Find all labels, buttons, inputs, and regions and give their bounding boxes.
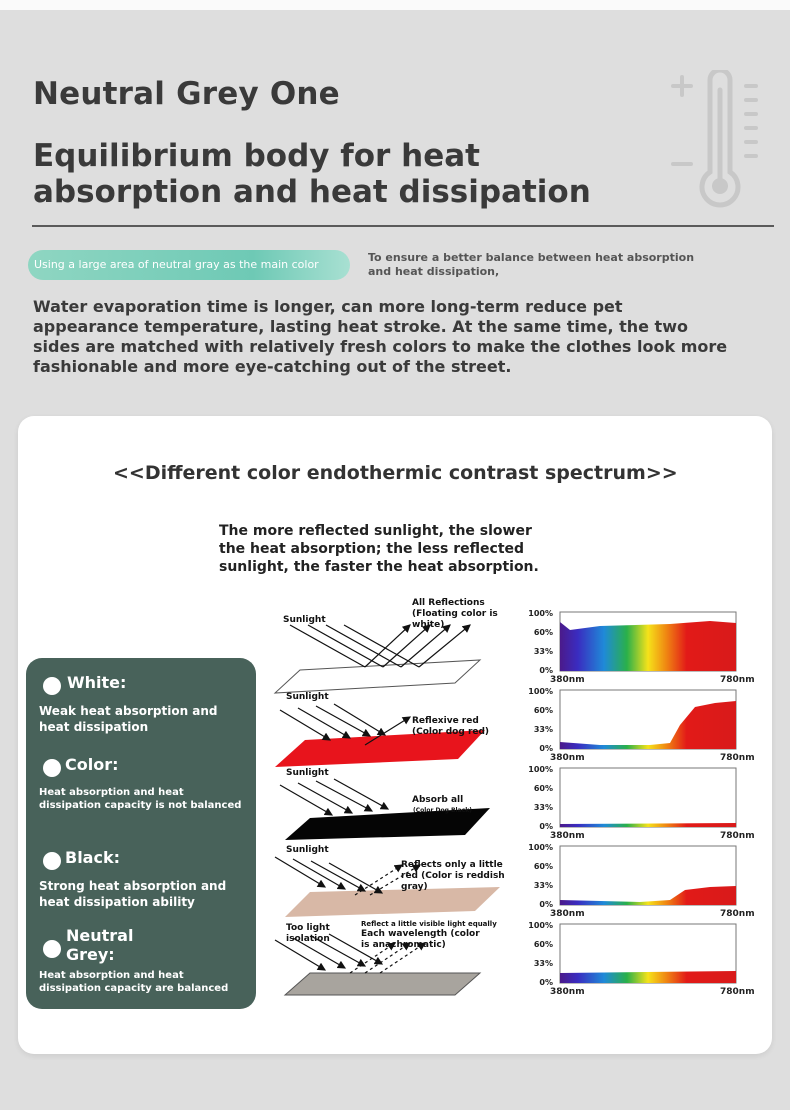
legend-desc-grey: Heat absorption and heat dissipation capacity are balanced — [39, 970, 229, 994]
y-tick: 60% — [533, 628, 553, 637]
y-tick: 0% — [539, 744, 553, 753]
legend-heading-white: White: — [67, 673, 127, 692]
spectrum-chart-red — [560, 690, 736, 749]
row4-left-label: Sunlight — [286, 845, 329, 855]
spectrum-chart-reddish — [560, 846, 736, 905]
card-explanation: The more reflected sunlight, the slower the heat absorption; the less reflected sunlight, the faster the heat absorption. — [219, 523, 539, 575]
description-paragraph: Water evaporation time is longer, can more long-term reduce pet appearance temperature, lasting heat stroke. At the same time, the two sides are matched with relatively fresh colors to make the clothes look more fashionable and more eye-catching out of the street. — [33, 297, 728, 376]
legend-heading-grey: Neutral Grey: — [66, 926, 134, 964]
y-tick: 100% — [528, 765, 553, 774]
y-tick: 100% — [528, 921, 553, 930]
row2-right-label: Reflexive red (Color dog red) — [412, 716, 490, 737]
row5-left-label: Too light isolation — [286, 923, 330, 944]
row5-right-label: Reflect a little visible light equally — [361, 920, 497, 928]
page-subtitle: Equilibrium body for heat absorption and heat dissipation — [33, 138, 591, 210]
row1-right-label: All Reflections (Floating color is white) — [412, 598, 498, 630]
x-end: 780nm — [720, 675, 755, 685]
reflection-illustrations — [270, 595, 770, 1005]
spectrum-chart-grey — [560, 924, 736, 983]
y-tick: 33% — [533, 725, 553, 734]
card-title: <<Different color endothermic contrast spectrum>> — [113, 462, 678, 484]
y-tick: 33% — [533, 803, 553, 812]
y-tick: 100% — [528, 687, 553, 696]
highlight-note: To ensure a better balance between heat absorption and heat dissipation, — [368, 251, 695, 278]
y-tick: 60% — [533, 706, 553, 715]
bullet-icon — [43, 759, 61, 777]
spectrum-diagram — [270, 595, 770, 1005]
surface-white — [275, 625, 480, 693]
row3-left-label: Sunlight — [286, 768, 329, 778]
x-start: 380nm — [550, 831, 585, 841]
spectrum-chart-white — [560, 612, 736, 671]
y-tick: 60% — [533, 940, 553, 949]
row5-right-label-2: Each wavelength (color is anachromatic) — [361, 929, 480, 950]
x-end: 780nm — [720, 831, 755, 841]
top-strip — [0, 0, 790, 10]
y-tick: 33% — [533, 959, 553, 968]
legend-desc-white: Weak heat absorption and heat dissipation — [39, 704, 218, 734]
y-tick: 60% — [533, 784, 553, 793]
bullet-icon — [43, 852, 61, 870]
y-tick: 100% — [528, 843, 553, 852]
row4-right-label: Reflects only a little red (Color is reddish gray) — [401, 860, 505, 892]
bullet-icon — [43, 940, 61, 958]
x-end: 780nm — [720, 753, 755, 763]
row2-left-label: Sunlight — [286, 692, 329, 702]
x-start: 380nm — [550, 753, 585, 763]
legend-desc-color: Heat absorption and heat dissipation capacity is not balanced — [39, 787, 242, 811]
y-tick: 33% — [533, 647, 553, 656]
y-tick: 0% — [539, 978, 553, 987]
legend-panel — [26, 658, 256, 1009]
y-tick: 60% — [533, 862, 553, 871]
x-start: 380nm — [550, 909, 585, 919]
y-tick: 100% — [528, 609, 553, 618]
page-title: Neutral Grey One — [33, 76, 340, 112]
x-start: 380nm — [550, 987, 585, 997]
divider — [32, 225, 774, 227]
thermometer-icon — [668, 70, 768, 210]
bullet-icon — [43, 677, 61, 695]
x-end: 780nm — [720, 909, 755, 919]
legend-heading-black: Black: — [65, 848, 120, 867]
spectrum-chart-black — [560, 768, 736, 827]
legend-desc-black: Strong heat absorption and heat dissipation ability — [39, 879, 227, 909]
row1-left-label: Sunlight — [283, 615, 326, 625]
y-tick: 0% — [539, 822, 553, 831]
y-tick: 0% — [539, 900, 553, 909]
row3-right-label: Absorb all — [412, 795, 464, 805]
x-start: 380nm — [550, 675, 585, 685]
legend-heading-color: Color: — [65, 755, 119, 774]
highlight-pill: Using a large area of neutral gray as the main color — [28, 250, 350, 280]
y-tick: 33% — [533, 881, 553, 890]
y-tick: 0% — [539, 666, 553, 675]
x-end: 780nm — [720, 987, 755, 997]
row3-right-sublabel: (Color Dog Black) — [413, 807, 472, 814]
